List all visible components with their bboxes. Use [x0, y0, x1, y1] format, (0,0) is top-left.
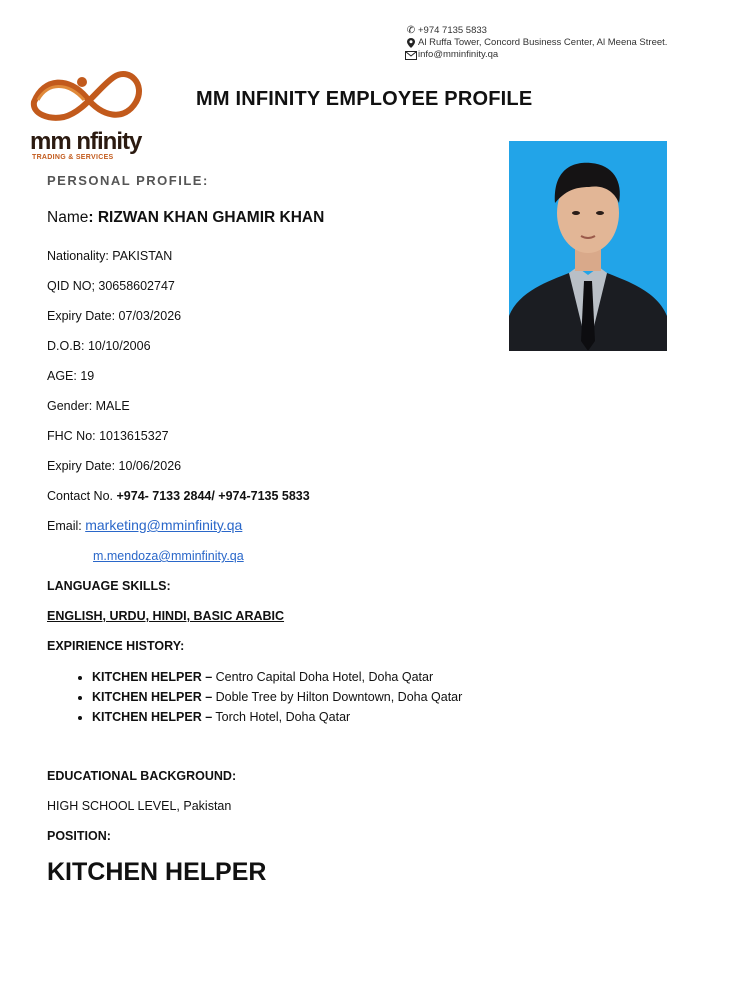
gender-field: Gender: MALE	[47, 399, 130, 413]
personal-profile-heading: PERSONAL PROFILE:	[47, 173, 209, 188]
name-label: Name	[47, 209, 89, 226]
experience-list	[70, 667, 462, 727]
contact-address-row	[404, 37, 724, 49]
page-title: MM INFINITY EMPLOYEE PROFILE	[196, 88, 533, 110]
company-email: info@mminfinity.qa	[418, 49, 499, 60]
phone-icon: ✆	[406, 25, 416, 36]
fhc-field: FHC No: 1013615327	[47, 429, 169, 443]
employee-name	[47, 209, 324, 227]
position-heading: POSITION:	[47, 829, 111, 843]
list-item: • KITCHEN HELPER – Doble Tree by Hilton Downtown, Doha Qatar	[92, 687, 462, 707]
language-heading: LANGUAGE SKILLS:	[47, 579, 171, 593]
age-field: AGE: 19	[47, 369, 95, 383]
email-field	[47, 517, 242, 533]
contact-phone-row	[404, 25, 724, 37]
email-label: Email:	[47, 519, 86, 533]
qid-field: QID NO; 30658602747	[47, 279, 175, 293]
dob-field: D.O.B: 10/10/2006	[47, 339, 151, 353]
company-contact-block	[404, 25, 724, 61]
position-value: KITCHEN HELPER	[47, 858, 267, 886]
education-heading: EDUCATIONAL BACKGROUND:	[47, 769, 237, 783]
qid-expiry-field: Expiry Date: 07/03/2026	[47, 309, 182, 323]
email-link-marketing[interactable]: marketing@mminfinity.qa	[85, 517, 243, 533]
contact-email-row	[404, 49, 724, 61]
email-secondary	[93, 549, 244, 563]
email-link-mendoza[interactable]: m.mendoza@mminfinity.qa	[93, 549, 244, 563]
contact-number-field	[47, 489, 310, 503]
logo-swirl-icon	[24, 62, 154, 132]
company-logo	[24, 62, 154, 167]
education-value: HIGH SCHOOL LEVEL, Pakistan	[47, 799, 232, 813]
employee-photo	[509, 141, 667, 351]
nationality-field: Nationality: PAKISTAN	[47, 249, 173, 263]
contact-value: +974- 7133 2844/ +974-7135 5833	[116, 489, 310, 503]
company-phone: +974 7135 5833	[418, 25, 487, 36]
location-pin-icon	[404, 38, 418, 48]
company-address: Al Ruffa Tower, Concord Business Center, Al Meena Street.	[418, 37, 668, 48]
contact-label: Contact No.	[47, 489, 117, 503]
logo-wordmark: mm nfinity	[30, 128, 142, 155]
list-item: • KITCHEN HELPER – Centro Capital Doha Hotel, Doha Qatar	[92, 667, 462, 687]
language-value: ENGLISH, URDU, HINDI, BASIC ARABIC	[47, 609, 285, 623]
fhc-expiry-field: Expiry Date: 10/06/2026	[47, 459, 182, 473]
logo-tagline: TRADING & SERVICES	[32, 154, 114, 161]
list-item: • KITCHEN HELPER – Torch Hotel, Doha Qatar	[92, 707, 462, 727]
experience-heading: EXPIRIENCE HISTORY:	[47, 639, 185, 653]
name-value: : RIZWAN KHAN GHAMIR KHAN	[88, 209, 325, 226]
envelope-icon	[404, 51, 418, 60]
